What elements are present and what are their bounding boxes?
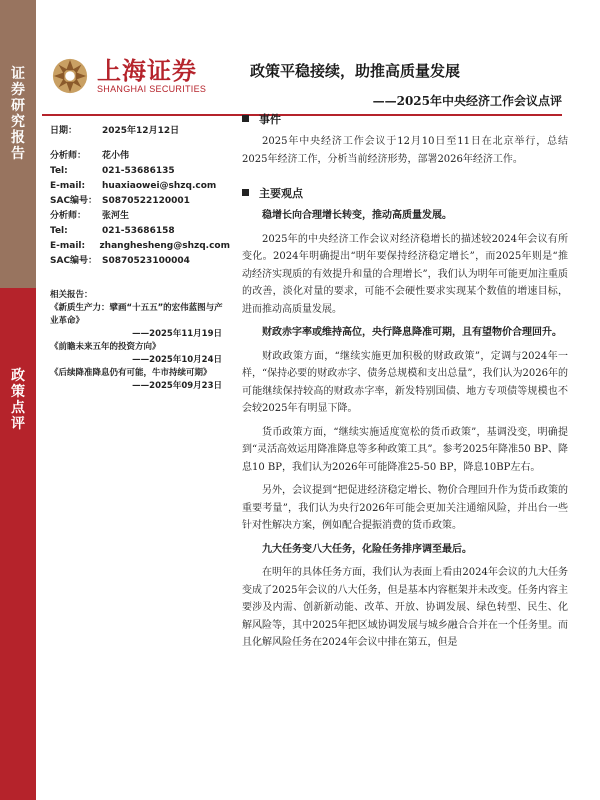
analyst-tel-label: Tel: xyxy=(50,166,68,176)
point-subheading: 财政赤字率或维持高位，央行降息降准可期，且有望物价合理回升。 xyxy=(262,327,562,338)
date-value: 2025年12月12日 xyxy=(102,126,180,136)
analyst-tel: 021-53686158 xyxy=(102,226,175,236)
body-paragraph: 在明年的具体任务方面，我们认为表面上看由2024年会议的九大任务变成了2025年会议的八大任务，但是基本内容框架并未改变。任务内容主要涉及内需、创新新动能、改革、开放、协调发展、绿色转型、民生、化解风险等，其中2025年把区域协调发展与城乡融合合并在一个任务里。而且化解风险任务在2024年会议中排在第五，但是 xyxy=(242,567,568,648)
analyst-email[interactable]: huaxiaowei@shzq.com xyxy=(102,181,217,191)
logo-chinese-name: 上海证券 xyxy=(97,57,197,85)
square-bullet-icon xyxy=(242,189,249,196)
analyst-sac-label: SAC编号： xyxy=(50,256,98,266)
body-paragraph: 货币政策方面，“继续实施适度宽松的货币政策”，基调没变，明确提到“灵活高效运用降准降息等多种政策工具”。参考2025年降准50 BP、降息10 BP，我们认为2026年可能降准25-50 BP，降息10BP左右。 xyxy=(242,426,568,473)
event-heading: 事件 xyxy=(242,110,568,130)
report-subtitle: ——2025年中央经济工作会议点评 xyxy=(372,94,562,108)
related-reports-heading: 相关报告： xyxy=(50,290,93,300)
analyst-tel-row xyxy=(50,164,230,179)
related-report-date: ——2025年10月24日 xyxy=(132,355,222,365)
sidebar-category-label: 政 策 点 评 xyxy=(11,368,25,432)
sidebar-report-type-label: 证 券 研 究 报 告 xyxy=(11,66,25,162)
date-label: 日期： xyxy=(50,126,78,136)
logo-english-name: SHANGHAI SECURITIES xyxy=(97,84,207,94)
analyst-email-label: E-mail: xyxy=(50,241,86,251)
analyst-tel-label: Tel: xyxy=(50,226,68,236)
meta-column xyxy=(50,124,230,393)
company-logo xyxy=(51,54,206,98)
related-report-title[interactable]: 《前瞻未来五年的投资方向》 xyxy=(50,342,161,352)
analyst-sac: S0870523100004 xyxy=(102,256,190,266)
main-points-heading: 主要观点 xyxy=(242,184,568,204)
analyst-name: 花小伟 xyxy=(102,151,130,161)
analyst-tel-row xyxy=(50,224,230,239)
analyst-name-label: 分析师： xyxy=(50,211,87,221)
related-report-title[interactable]: 《后续降准降息仍有可能，牛市持续可期》 xyxy=(50,368,212,378)
sidebar xyxy=(0,0,36,800)
date-row xyxy=(50,124,230,139)
analyst-name-row xyxy=(50,149,230,164)
body-column xyxy=(242,108,568,652)
analyst-sac: S0870522120001 xyxy=(102,196,190,206)
analyst-email-row xyxy=(50,239,230,254)
body-paragraph: 2025年的中央经济工作会议对经济稳增长的描述较2024年会议有所变化。2024年明确提出“明年要保持经济稳定增长”，而2025年则是“推动经济实现质的有效提升和量的合理增长”，我们认为明年可能更加注重质的改善，淡化对量的要求，可能不会硬性要求实现某个数值的增速目标，进而推动高质量发展。 xyxy=(242,233,568,315)
point-subheading: 稳增长向合理增长转变，推动高质量发展。 xyxy=(262,210,452,221)
analyst-sac-label: SAC编号： xyxy=(50,196,98,206)
report-title: 政策平稳接续，助推高质量发展 xyxy=(250,62,461,80)
analyst-name-label: 分析师： xyxy=(50,151,87,161)
body-paragraph: 另外，会议提到“把促进经济稳定增长、物价合理回升作为货币政策的重要考量”，我们认为央行2026年可能会更加关注通缩风险，并出台一些针对性解决方案，例如配合提振消费的货币政策。 xyxy=(242,485,568,531)
analyst-sac-row xyxy=(50,254,230,269)
analyst-sac-row xyxy=(50,194,230,209)
related-report-date: ——2025年11月19日 xyxy=(132,329,222,339)
analyst-name: 张河生 xyxy=(102,211,130,221)
analyst-tel: 021-53686135 xyxy=(102,166,175,176)
related-report-date: ——2025年09月23日 xyxy=(132,381,222,391)
analyst-email-row xyxy=(50,179,230,194)
event-paragraph: 2025年中央经济工作会议于12月10日至11日在北京举行，总结2025年经济工作，分析当前经济形势，部署2026年经济工作。 xyxy=(242,136,568,165)
sidebar-bottom-band xyxy=(0,288,36,800)
square-bullet-icon xyxy=(242,115,249,122)
point-subheading: 九大任务变八大任务，化险任务排序调至最后。 xyxy=(262,543,472,555)
logo-emblem-icon xyxy=(51,57,89,95)
body-paragraph: 财政政策方面，“继续实施更加积极的财政政策”，定调与2024年一样，“保持必要的财政赤字、债务总规模和支出总量”，我们认为2026年的可能继续保持较高的财政赤字率，新发特别国债、地方专项债等规模也不会较2025年有明显下降。 xyxy=(242,350,568,414)
related-report-title[interactable]: 《新质生产力：擘画“十五五”的宏伟蓝图与产业革命》 xyxy=(50,303,223,326)
analyst-email-label: E-mail: xyxy=(50,181,86,191)
analyst-email[interactable]: zhanghesheng@shzq.com xyxy=(99,241,230,251)
analyst-name-row xyxy=(50,209,230,224)
